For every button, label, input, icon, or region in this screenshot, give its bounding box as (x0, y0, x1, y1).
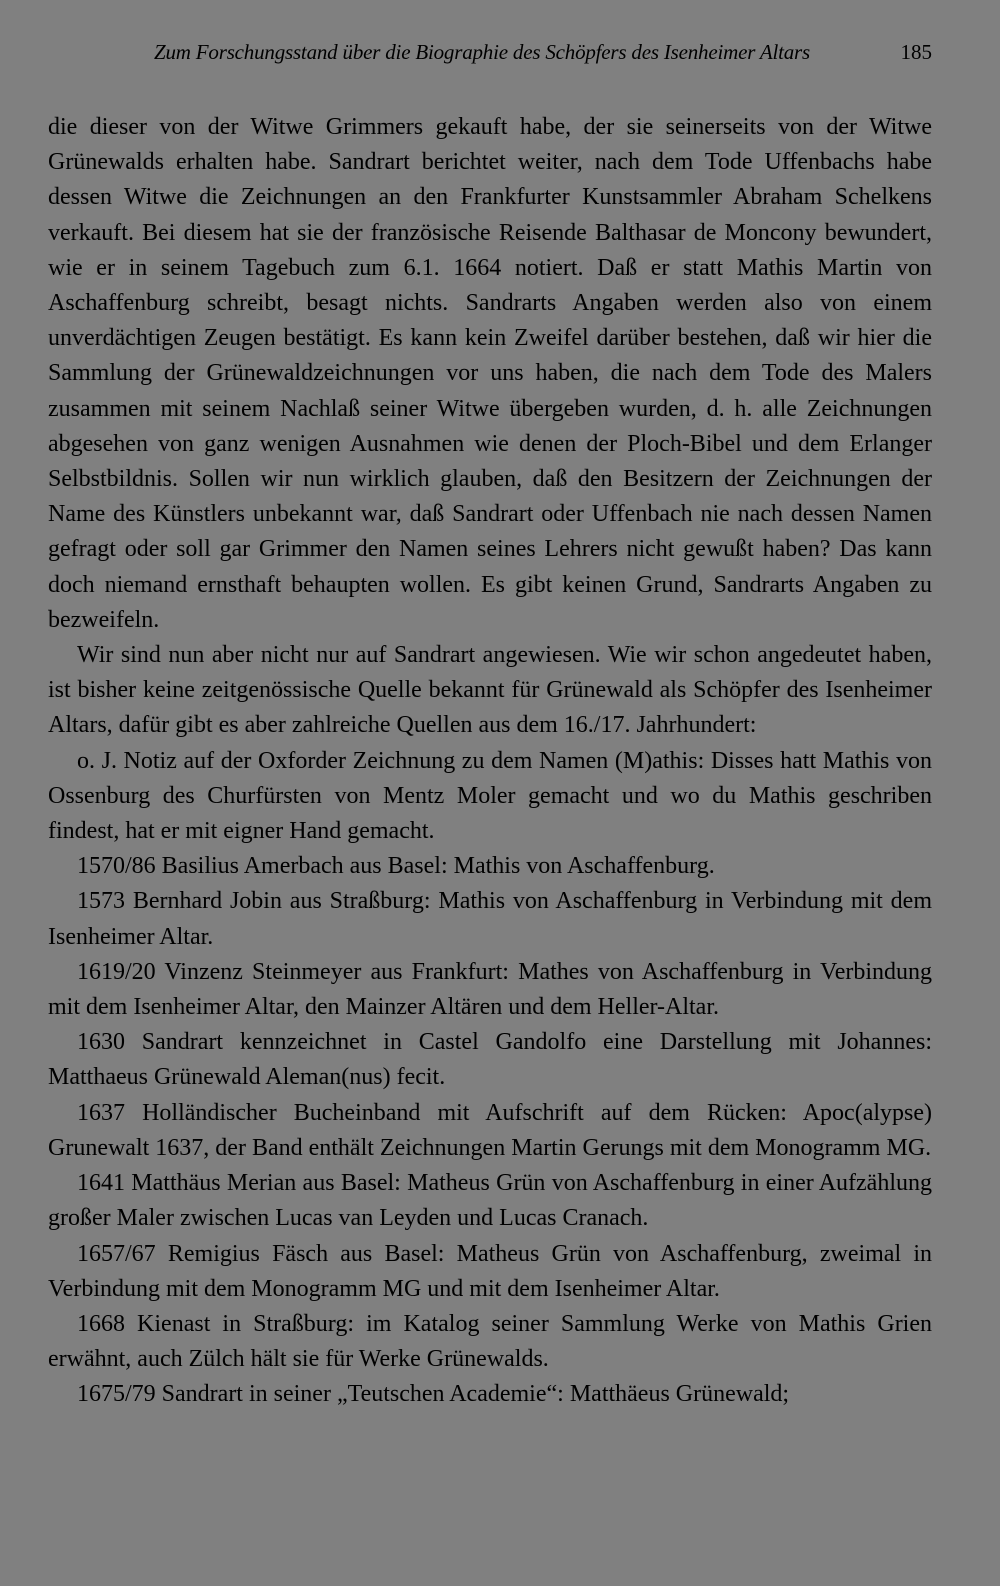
source-entry: 1675/79 Sandrart in seiner „Teutschen Academie“: Matthäeus Grünewald; (77, 1381, 790, 1408)
body-text (48, 110, 932, 1413)
source-entry: o. J. Notiz auf der Oxforder Zeichnung zu dem Namen (M)athis: Disses hatt Mathis von Ossenburg des Churfürsten von Mentz Moler gemacht und wo du Mathis geschriben findest, hat er mit eigner Hand gemacht. (48, 747, 932, 845)
source-entry: 1641 Matthäus Merian aus Basel: Matheus Grün von Aschaffenburg in einer Aufzählung großer Maler zwischen Lucas van Leyden und Lucas Cranach. (48, 1170, 932, 1232)
source-entry: 1619/20 Vinzenz Steinmeyer aus Frankfurt: Mathes von Aschaffenburg in Verbindung mit dem Isenheimer Altar, den Mainzer Altären und dem Heller-Altar. (48, 958, 932, 1021)
page-number: 185 (900, 40, 932, 64)
paragraph: Wir sind nun aber nicht nur auf Sandrart angewiesen. Wie wir schon angedeutet haben, ist bisher keine zeitgenössische Quelle bekannt für Grünewald als Schöpfer des Isenheimer Altars, dafür gibt es aber zahlreiche Quellen aus dem 16./17. Jahrhundert: (48, 642, 932, 739)
source-entry: 1570/86 Basilius Amerbach aus Basel: Mathis von Aschaffenburg. (77, 853, 715, 880)
running-title: Zum Forschungsstand über die Biographie des Schöpfers des Isenheimer Altars (154, 40, 810, 64)
running-header (48, 0, 932, 110)
source-entry: 1657/67 Remigius Fäsch aus Basel: Matheus Grün von Aschaffenburg, zweimal in Verbindung mit dem Monogramm MG und mit dem Isenheimer Altar. (48, 1240, 932, 1302)
source-entry: 1630 Sandrart kennzeichnet in Castel Gandolfo eine Darstellung mit Johannes: Matthaeus Grünewald Aleman(nus) fecit. (48, 1029, 932, 1091)
source-entry: 1573 Bernhard Jobin aus Straßburg: Mathis von Aschaffenburg in Verbindung mit dem Isenheimer Altar. (48, 888, 932, 950)
paragraph: die dieser von der Witwe Grimmers gekauft habe, der sie seinerseits von der Witwe Grünewalds erhalten habe. Sandrart berichtet weiter, nach dem Tode Uffenbachs habe dessen Witwe die Zeichnungen an den Frankfurter Kunstsammler Abraham Schelkens verkauft. Bei diesem hat sie der französische Reisende Balthasar de Moncony bewundert, wie er in seinem Tagebuch zum 6.1. 1664 notiert. Daß er statt Mathis Martin von Aschaffenburg schreibt, besagt nichts. Sandrarts Angaben werden also von einem unverdächtigen Zeugen bestätigt. Es kann kein Zweifel darüber bestehen, daß wir hier die Sammlung der Grünewaldzeichnungen vor uns haben, die nach dem Tode des Malers zusammen mit seinem Nachlaß seiner Witwe übergeben wurden, d. h. alle Zeichnungen abgesehen von ganz wenigen Ausnahmen wie denen der Ploch-Bibel und dem Erlanger Selbstbildnis. Sollen wir nun wirklich glauben, daß den Besitzern der Zeichnungen der Name des Künstlers unbekannt war, daß Sandrart oder Uffenbach nie nach dessen Namen gefragt oder soll gar Grimmer den Namen seines Lehrers nicht gewußt haben? Das kann doch niemand ernsthaft behaupten wollen. Es gibt keinen Grund, Sandrarts Angaben zu bezweifeln. (48, 114, 932, 633)
source-entry: 1668 Kienast in Straßburg: im Katalog seiner Sammlung Werke von Mathis Grien erwähnt, auch Zülch hält sie für Werke Grünewalds. (48, 1310, 932, 1373)
source-entry: 1637 Holländischer Bucheinband mit Aufschrift auf dem Rücken: Apoc(alypse) Grunewalt 1637, der Band enthält Zeichnungen Martin Gerungs mit dem Monogramm MG. (48, 1099, 932, 1161)
